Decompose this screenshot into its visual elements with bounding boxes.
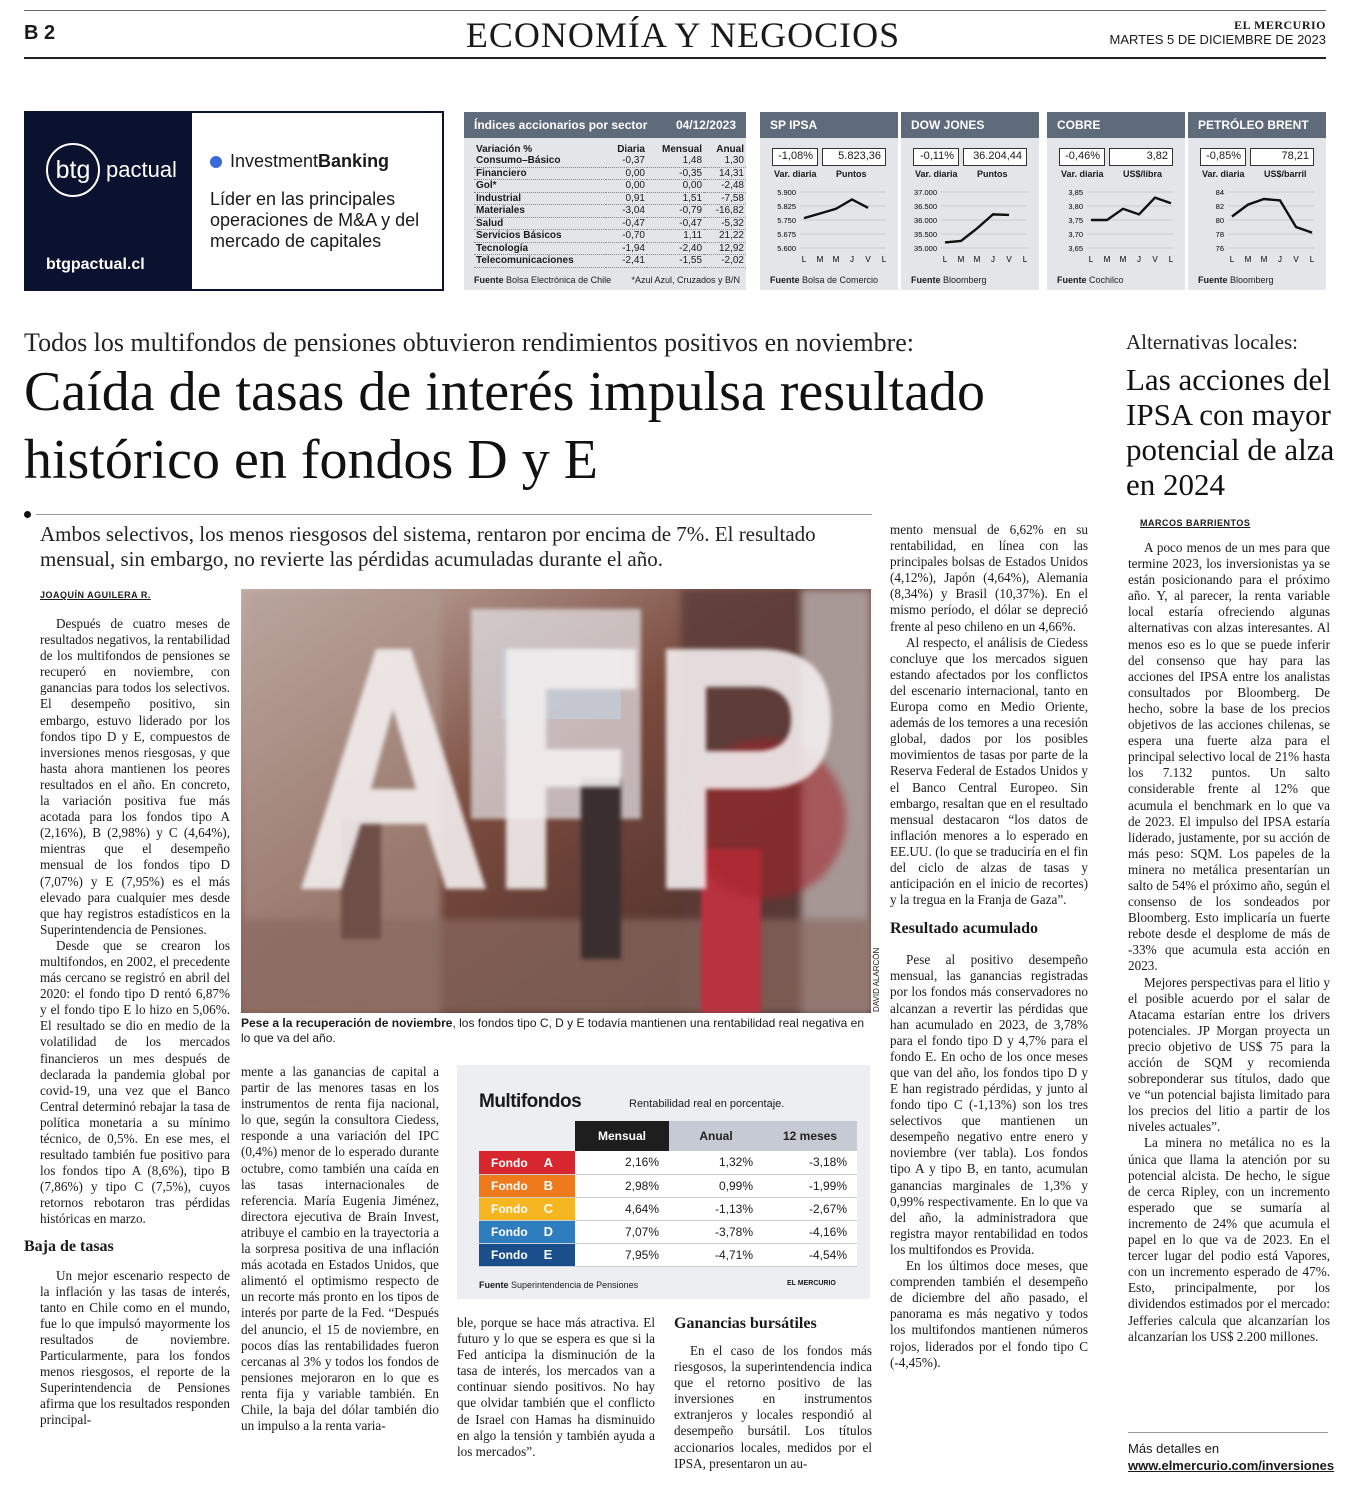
sector-name: Salud xyxy=(474,217,606,230)
y-tick-label: 3,85 xyxy=(1068,188,1083,197)
market-line-chart xyxy=(1188,184,1326,266)
y-tick-label: 84 xyxy=(1215,188,1224,197)
side-headline: Las acciones del IPSA con mayor potencial de alza en 2024 xyxy=(1126,362,1335,502)
x-tick-label: L xyxy=(1309,255,1315,264)
sector-col-header: Mensual xyxy=(662,144,703,155)
sector-name: Consumo–Básico xyxy=(474,155,606,167)
fund-value: -3,78% xyxy=(669,1220,763,1243)
paragraph: Pese al positivo desempeño mensual, las ganancias registradas por los fondos más conservadores no alcanzan a revertir las pérdidas que han acumulado en 2023, de 3,78% para el fondo tipo D y 4,7% para el fondo E. En ocho de los once meses que van del año, los fondos tipo D y E han registrado pérdidas, y junto al fondo tipo C (-1,13%) son los tres selectivos que mantienen un desempeño negativo entre enero y noviembre (ver tabla). Los fondos tipo A y tipo B, en tanto, acumulan ganancias marginales de 1,3% y 0,99% respectivamente. En lo que va del año, la administradora que registra mayor rentabilidad en todos los multifondos es Provida. xyxy=(890,952,1088,1257)
fund-value: 4,64% xyxy=(575,1197,669,1220)
market-variation: -0,11% xyxy=(913,148,959,166)
sector-row xyxy=(474,255,746,268)
market-title: DOW JONES xyxy=(901,112,1039,138)
sector-value: -16,82 xyxy=(704,205,746,218)
side-more-info xyxy=(1128,1440,1334,1474)
mf-col-header: 12 meses xyxy=(763,1121,857,1151)
y-tick-label: 5.750 xyxy=(777,216,796,225)
x-tick-label: L xyxy=(1088,255,1094,264)
y-tick-label: 5.600 xyxy=(777,244,796,253)
market-title: SP IPSA xyxy=(760,112,898,138)
sector-value: -2,40 xyxy=(647,242,704,255)
article-byline: JOAQUÍN AGUILERA R. xyxy=(40,590,151,600)
source-label: Fuente xyxy=(770,275,800,285)
sector-col-header: Anual xyxy=(716,144,744,155)
y-tick-label: 3,70 xyxy=(1068,230,1083,239)
source-label: Fuente xyxy=(911,275,941,285)
fund-value: -4,16% xyxy=(763,1220,857,1243)
sector-row xyxy=(474,230,746,243)
source-name: Bolsa Electrónica de Chile xyxy=(506,275,612,285)
photo-caption xyxy=(241,1016,871,1046)
y-tick-label: 80 xyxy=(1215,216,1224,225)
y-tick-label: 5.675 xyxy=(777,230,796,239)
multifondos-table xyxy=(479,1121,857,1267)
fund-value: -1,13% xyxy=(669,1197,763,1220)
source-label: Fuente xyxy=(474,275,504,285)
sector-value: 0,00 xyxy=(606,167,647,180)
sector-value: 1,30 xyxy=(704,155,746,167)
y-tick-label: 3,80 xyxy=(1068,202,1083,211)
sector-value: 1,51 xyxy=(647,192,704,205)
sector-indices-title: Índices accionarios por sector xyxy=(474,118,648,132)
fund-value: 7,95% xyxy=(575,1243,669,1266)
paragraph: La minera no metálica no es la única que llama la atención por su potencial alcista. De hecho, le sigue de cerca Ripley, con un incremento esperado que se sumaría al incremento de 24% que acumula el papel en lo que va de 2023. En el tercer lugar del podio está Vapores, con un incremento esperado de 47%. Esto, principalmente, por los dividendos estimados por el mercado: Jefferies calcula que alcanzarían los alcanzarían los US$ 2.200 millones. xyxy=(1128,1135,1330,1344)
fund-word: Fondo xyxy=(491,1155,528,1170)
article-column-1 xyxy=(24,590,230,1429)
section-title: ECONOMÍA Y NEGOCIOS xyxy=(465,15,901,55)
y-tick-label: 36.500 xyxy=(914,202,937,211)
side-rule xyxy=(1128,1432,1328,1433)
market-source xyxy=(911,275,987,285)
paragraph: En el caso de los fondos más riesgosos, la superintendencia indica que el retorno positivo de las inversiones en instrumentos extranjeros y locales respondió al desempeño bursátil. Los títulos accionarios locales, medidos por el IPSA, presentaron un au- xyxy=(674,1343,872,1471)
fund-value: 0,99% xyxy=(669,1174,763,1197)
market-line-chart xyxy=(1047,184,1185,266)
y-tick-label: 3,75 xyxy=(1068,216,1083,225)
paragraph: Desde que se crearon los multifondos, en 2002, el precedente más cercano se registró en abril del 2020: el fondo tipo D rentó 6,87% y el fondo tipo E lo hizo en 5,06%. El resultado se dio en medio de la volatilidad de los mercados financieros un mes después de declarada la pandemia global por covid-19, una vez que el Banco Central determinó rebajar la tasa de política monetaria a su mínimo técnico, de 0,5%. En ese mes, el resultado también fue positivo para los fondos tipo A (8,6%), tipo B (7,86%) y tipo C (7,5%), cuyos retornos rebotaron tras pérdidas históricas en marzo. xyxy=(40,937,230,1227)
sector-indices-table xyxy=(474,144,746,268)
market-source xyxy=(1198,275,1274,285)
paragraph: A poco menos de un mes para que termine 2023, los inversionistas ya se están posicionando para el próximo año. Y, al parecer, la renta variable local estaría ofreciendo algunas alternativas con alzas interesantes. Al menos eso es lo que se puede inferir del consenso que hay para las acciones del IPSA entre los analistas consultados por Bloomberg. De hecho, sobre la base de los precios objetivos de las acciones chilenas, se espera una fuerte alza para el principal selectivo local de 21% hasta los 7.132 puntos. Un salto considerable frente al 12% que acumula el benchmark en lo que va de 2023. El impulso del IPSA estaría liderado, justamente, por su acción de más peso: SQM. Los papeles de la minera no metálica presentarían un salto de 54% el próximo año, según el consenso de los sondeados por Bloomberg. Esto implicaría un fuerte rebote desde el desplome de más de -33% que acumula esta acción en 2023. xyxy=(1128,540,1330,974)
page-number: B 2 xyxy=(24,22,56,44)
x-tick-label: J xyxy=(850,255,854,264)
source-name: Superintendencia de Pensiones xyxy=(511,1280,639,1290)
mf-col-header: Anual xyxy=(669,1121,763,1151)
ib-bold: Banking xyxy=(318,151,390,171)
fund-value: -2,67% xyxy=(763,1197,857,1220)
ad-url[interactable]: btgpactual.cl xyxy=(46,256,145,273)
multifondos-title: Multifondos xyxy=(479,1091,582,1112)
btg-logo xyxy=(46,143,177,197)
article-column-3 xyxy=(457,1315,655,1460)
fund-label xyxy=(479,1243,575,1266)
fund-letter: E xyxy=(543,1247,553,1262)
fund-label xyxy=(479,1174,575,1197)
fund-label xyxy=(479,1197,575,1220)
market-box-2 xyxy=(1047,112,1185,290)
market-title: COBRE xyxy=(1047,112,1185,138)
fund-label xyxy=(479,1151,575,1174)
market-series-line xyxy=(804,199,868,218)
market-box-0 xyxy=(760,112,898,290)
investment-banking-label xyxy=(210,151,389,172)
mf-col-header: Mensual xyxy=(575,1121,669,1151)
caption-bold: Pese a la recuperación de noviembre xyxy=(241,1016,453,1030)
fund-value: -4,54% xyxy=(763,1243,857,1266)
paragraph: Un mejor escenario respecto de la inflación y las tasas de interés, tanto en Chile como en el mundo, fue lo que impulsó mayormente los resultados de noviembre. Particularmente, para los fondos menos riesgosos, el reporte de la Superintendencia de Pensiones afirma que los resultados responden principal- xyxy=(40,1267,230,1428)
fund-label xyxy=(479,1220,575,1243)
sector-value: 1,11 xyxy=(647,230,704,243)
val-label: Puntos xyxy=(977,169,1008,179)
market-series-line xyxy=(1232,199,1312,233)
paragraph: Al respecto, el análisis de Ciedess concluye que los mercados siguen estando afectados por los conflictos del escenario internacional, tanto en Europa como en Medio Oriente, además de los temores a una recesión global, dados por los posibles movimientos de tasas por parte de la Reserva Federal de Estados Unidos y el Banco Central Europeo. Sin embargo, resaltan que en el resultado mensual destacaron “los datos de inflación menores a lo esperado en EE.UU. (lo que se traduciría en el fin del ciclo de alzas de tasas y anticipación en el inicio de recortes) y la tregua en la Franja de Gaza”. xyxy=(890,634,1088,908)
x-tick-label: V xyxy=(865,255,871,264)
multifondos-brand: EL MERCURIO xyxy=(787,1280,836,1287)
var-label: Var. diaria xyxy=(1061,169,1104,179)
source-name: Bolsa de Comercio xyxy=(802,275,879,285)
sector-row xyxy=(474,167,746,180)
x-tick-label: L xyxy=(1229,255,1235,264)
multifondos-subtitle: Rentabilidad real en porcentaje. xyxy=(629,1098,785,1110)
x-tick-label: L xyxy=(881,255,887,264)
market-line-chart xyxy=(901,184,1039,266)
photo-credit: DAVID ALARCÓN xyxy=(872,947,881,1012)
fund-letter: D xyxy=(543,1224,554,1239)
var-label: Var. diaria xyxy=(774,169,817,179)
header-rule-top xyxy=(24,10,1326,11)
ad-dark-panel xyxy=(26,113,192,289)
sector-value: -0,47 xyxy=(647,217,704,230)
x-tick-label: L xyxy=(1022,255,1028,264)
fund-letter: A xyxy=(543,1154,554,1170)
mf-row xyxy=(479,1151,857,1174)
multifondos-source xyxy=(479,1280,638,1290)
issue-date: MARTES 5 DE DICIEMBRE DE 2023 xyxy=(1109,32,1326,47)
paragraph: mente a las ganancias de capital a partir de las menores tasas en los instrumentos de renta fija nacional, lo que, según la consultora Ciedess, responde a una variación del IPC (0,4%) menor de lo esperado durante octubre, como también una caída en las tasas internacionales de referencia. María Eugenia Jiménez, directora ejecutiva de Brain Invest, atribuye el cambio en la trayectoria a la sorpresa positiva de una inflación más acotada en Estados Unidos, que alimentó el optimismo respecto de un recorte más pronto en los tipos de interés por parte de la Fed. “Después del anuncio, el 15 de noviembre, en pocos días las rentabilidades fueron cercanas al 3% y todos los fondos de pensiones mejoraron en lo que es renta fija y variable también. En Chile, la baja del dólar también dio un impulso a la renta varia- xyxy=(241,1064,439,1434)
source-name: Bloomberg xyxy=(1230,275,1274,285)
article-column-5 xyxy=(890,522,1088,1371)
sector-value: -1,55 xyxy=(647,255,704,268)
subhead-resultado-acumulado: Resultado acumulado xyxy=(890,920,1039,938)
fund-value: -1,99% xyxy=(763,1174,857,1197)
sector-value: -0,35 xyxy=(647,167,704,180)
fund-value: 2,98% xyxy=(575,1174,669,1197)
x-tick-label: M xyxy=(1103,255,1111,264)
y-tick-label: 78 xyxy=(1215,230,1224,239)
market-variation: -0,46% xyxy=(1059,148,1105,166)
mf-row xyxy=(479,1174,857,1197)
x-tick-label: M xyxy=(1260,255,1268,264)
y-tick-label: 37.000 xyxy=(914,188,937,197)
paragraph: mento mensual de 6,62% en su rentabilidad, en línea con las principales bolsas de Estados Unidos (4,12%), Japón (4,64%), Alemania (8,34%) y Brasil (10,37%). En el mismo período, el dólar se depreció frente al peso chileno en un 4,66%. xyxy=(890,522,1088,634)
sector-row xyxy=(474,155,746,167)
subhead-baja-de-tasas: Baja de tasas xyxy=(24,1237,114,1255)
source-label: Fuente xyxy=(479,1280,509,1290)
source-label: Fuente xyxy=(1198,275,1228,285)
fund-value: -3,18% xyxy=(763,1151,857,1174)
sector-value: -7,58 xyxy=(704,192,746,205)
paragraph: ble, porque se hace más atractiva. El futuro y lo que se espera es que si la Fed anticipa la disminución de la tasa de interés, los mercados van a continuar siendo positivos. No hay que olvidar también que el conflicto de Israel con Hamas ha disminuido en algo la tensión y también ayuda a los mercados”. xyxy=(457,1315,655,1459)
fund-word: Fondo xyxy=(491,1225,528,1239)
article-column-2 xyxy=(241,1064,439,1434)
column-text xyxy=(24,616,230,1429)
sector-indices-box xyxy=(464,112,746,290)
source-name: Bloomberg xyxy=(943,275,987,285)
x-tick-label: J xyxy=(991,255,995,264)
sector-indices-date: 04/12/2023 xyxy=(675,118,736,132)
sector-value: 1,48 xyxy=(647,155,704,167)
x-tick-label: V xyxy=(1293,255,1299,264)
sector-row xyxy=(474,217,746,230)
sector-value: -1,94 xyxy=(606,242,647,255)
newspaper-name: EL MERCURIO xyxy=(1234,18,1326,32)
source-name: Cochilco xyxy=(1089,275,1124,285)
multifondos-table-box xyxy=(457,1065,870,1299)
sector-value: 0,00 xyxy=(606,180,647,193)
sector-name: Tecnología xyxy=(474,242,606,255)
sector-col-header: Variación % xyxy=(476,144,533,155)
btg-logo-pactual: pactual xyxy=(106,157,177,182)
sector-value: 0,91 xyxy=(606,192,647,205)
market-variation: -1,08% xyxy=(772,148,818,166)
y-tick-label: 3,65 xyxy=(1068,244,1083,253)
fund-value: 2,16% xyxy=(575,1151,669,1174)
sector-name: Financiero xyxy=(474,167,606,180)
y-tick-label: 5.825 xyxy=(777,202,796,211)
sector-value: -0,47 xyxy=(606,217,647,230)
side-column xyxy=(1128,540,1330,1345)
market-box-3 xyxy=(1188,112,1326,290)
side-byline-text: MARCOS BARRIENTOS xyxy=(1140,518,1251,528)
sector-note: *Azul Azul, Cruzados y B/N xyxy=(631,275,740,285)
x-tick-label: J xyxy=(1278,255,1282,264)
btg-logo-circle: btg xyxy=(46,143,100,197)
fund-word: Fondo xyxy=(491,1179,528,1193)
sector-value: -2,41 xyxy=(606,255,647,268)
x-tick-label: L xyxy=(801,255,807,264)
x-tick-label: M xyxy=(832,255,840,264)
x-tick-label: M xyxy=(957,255,965,264)
sector-value: -5,32 xyxy=(704,217,746,230)
mf-row xyxy=(479,1243,857,1266)
header-rule-bottom xyxy=(24,57,1326,59)
sector-name: Materiales xyxy=(474,205,606,218)
sector-col-header: Diaria xyxy=(617,144,645,155)
val-label: US$/libra xyxy=(1123,169,1163,179)
mf-row xyxy=(479,1220,857,1243)
x-tick-label: V xyxy=(1006,255,1012,264)
market-source xyxy=(770,275,878,285)
caption-text: , los fondos tipo C, D y E todavía mantienen una rentabilidad real negativa en lo que va del año. xyxy=(241,1016,865,1045)
val-label: Puntos xyxy=(836,169,867,179)
market-source xyxy=(1057,275,1124,285)
market-value: 5.823,36 xyxy=(822,148,886,166)
fund-letter: C xyxy=(543,1201,554,1216)
y-tick-label: 5.900 xyxy=(777,188,796,197)
paragraph: En los últimos doce meses, que comprenden también el desempeño de diciembre del año pasado, el panorama es más negativo y todos los multifondos mantienen números rojos, liderados por el fondo tipo C (-4,45%). xyxy=(890,1258,1088,1370)
market-box-1 xyxy=(901,112,1039,290)
fund-value: 7,07% xyxy=(575,1220,669,1243)
y-tick-label: 35.000 xyxy=(914,244,937,253)
x-tick-label: M xyxy=(973,255,981,264)
sector-name: Telecomunicaciones xyxy=(474,255,606,268)
sector-value: 0,00 xyxy=(647,180,704,193)
x-tick-label: M xyxy=(816,255,824,264)
article-column-4 xyxy=(674,1315,872,1472)
market-series-line xyxy=(945,214,1009,242)
afp-photo-illustration xyxy=(241,589,871,1013)
market-value: 78,21 xyxy=(1250,148,1314,166)
sector-value: -3,04 xyxy=(606,205,647,218)
x-tick-label: J xyxy=(1137,255,1141,264)
sector-row xyxy=(474,242,746,255)
article-kicker: Todos los multifondos de pensiones obtuvieron rendimientos positivos en noviembre: xyxy=(24,328,915,357)
x-tick-label: L xyxy=(1168,255,1174,264)
more-link[interactable]: www.elmercurio.com/inversiones xyxy=(1128,1458,1335,1473)
afp-photo xyxy=(241,589,871,1013)
blue-dot-icon xyxy=(210,156,222,168)
article-dek: Ambos selectivos, los menos riesgosos del sistema, rentaron por encima de 7%. El resultado mensual, sin embargo, no revierte las pérdidas acumuladas durante el año. xyxy=(40,522,816,571)
var-label: Var. diaria xyxy=(915,169,958,179)
sector-value: -2,48 xyxy=(704,180,746,193)
side-byline xyxy=(1140,511,1250,530)
sector-value: 12,92 xyxy=(704,242,746,255)
sector-row xyxy=(474,192,746,205)
market-series-line xyxy=(1091,198,1171,220)
fund-value: 1,32% xyxy=(669,1151,763,1174)
market-variation: -0,85% xyxy=(1200,148,1246,166)
side-kicker: Alternativas locales: xyxy=(1126,330,1299,354)
ib-light: Investment xyxy=(230,151,319,171)
y-tick-label: 35.500 xyxy=(914,230,937,239)
sector-value: -0,37 xyxy=(606,155,647,167)
x-tick-label: M xyxy=(1119,255,1127,264)
sector-value: -0,70 xyxy=(606,230,647,243)
sector-value: -0,79 xyxy=(647,205,704,218)
y-tick-label: 82 xyxy=(1215,202,1224,211)
fund-letter: B xyxy=(543,1178,554,1193)
market-value: 3,82 xyxy=(1109,148,1173,166)
paragraph: Mejores perspectivas para el litio y el posible acuerdo por el salar de Atacama estarían entre los drivers potenciales. JP Morgan proyecta un precio objetivo de US$ 75 para la acción de SQM y recomienda sobreponderar sus títulos, dado que ve “un potencial bajista limitado para los precios del litio a partir de los niveles actuales”. xyxy=(1128,974,1330,1135)
paragraph: Después de cuatro meses de resultados negativos, la rentabilidad de los multifondos de pensiones se recuperó en noviembre, con ganancias para todos los selectivos. El desempeño positivo, sin embargo, estuvo liderado por los fondos tipo D y E, compuestos de inversiones menos riesgosas, y que hasta ahora mantienen los peores resultados en el año. En concreto, la variación positiva fue más acotada para los fondos tipo A (2,16%), B (2,98%) y C (4,64%), mientras que el desempeño mensual de los fondos tipo D (7,07%) y E (7,95%) es el más elevado para cualquier mes desde que hay registros estadísticos en la Superintendencia de Pensiones. xyxy=(40,616,230,937)
dek-bullet xyxy=(24,511,31,518)
sector-value: 21,22 xyxy=(704,230,746,243)
y-tick-label: 76 xyxy=(1215,244,1224,253)
sector-name: Gol* xyxy=(474,180,606,193)
sector-name: Servicios Básicos xyxy=(474,230,606,243)
sector-value: 14,31 xyxy=(704,167,746,180)
sector-value: -2,02 xyxy=(704,255,746,268)
val-label: US$/barril xyxy=(1264,169,1307,179)
market-line-chart xyxy=(760,184,898,266)
sector-row xyxy=(474,180,746,193)
ad-tagline: Líder en las principales operaciones de M&A y del mercado de capitales xyxy=(210,189,420,251)
btg-advertisement[interactable] xyxy=(24,111,444,291)
fund-word: Fondo xyxy=(491,1248,528,1262)
x-tick-label: L xyxy=(942,255,948,264)
mf-row xyxy=(479,1197,857,1220)
x-tick-label: V xyxy=(1152,255,1158,264)
article-headline: Caída de tasas de interés impulsa resultado histórico en fondos D y E xyxy=(24,361,986,491)
sector-indices-header xyxy=(464,112,746,138)
y-tick-label: 36.000 xyxy=(914,216,937,225)
dek-rule xyxy=(36,514,872,515)
more-label: Más detalles en xyxy=(1128,1441,1220,1456)
fund-word: Fondo xyxy=(491,1202,528,1216)
sector-row xyxy=(474,205,746,218)
source-label: Fuente xyxy=(1057,275,1087,285)
var-label: Var. diaria xyxy=(1202,169,1245,179)
sector-source xyxy=(474,275,611,285)
sector-name: Industrial xyxy=(474,192,606,205)
subhead-ganancias-bursatiles: Ganancias bursátiles xyxy=(674,1315,817,1332)
fund-value: -4,71% xyxy=(669,1243,763,1266)
market-title: PETRÓLEO BRENT xyxy=(1188,112,1326,138)
market-value: 36.204,44 xyxy=(963,148,1027,166)
x-tick-label: M xyxy=(1244,255,1252,264)
